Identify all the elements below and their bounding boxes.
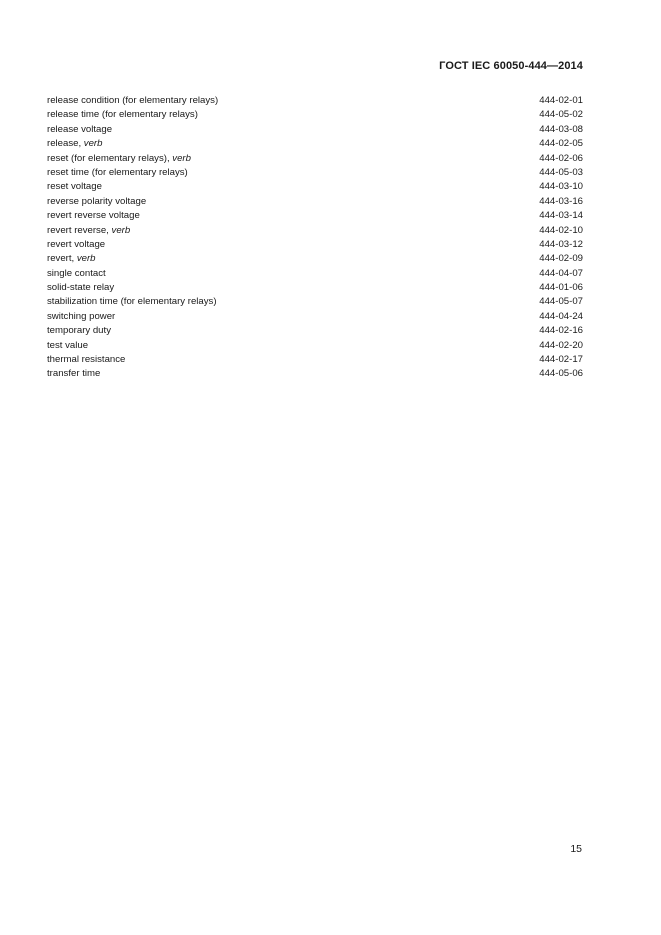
term-text: revert, xyxy=(47,253,77,265)
term-text: reset voltage xyxy=(47,181,102,193)
term-code: 444-04-24 xyxy=(539,310,583,322)
page-number: 15 xyxy=(570,843,582,855)
index-entry xyxy=(47,180,583,194)
term-text: reverse polarity voltage xyxy=(47,195,147,207)
index-term xyxy=(47,252,96,266)
term-text: release voltage xyxy=(47,123,113,135)
term-code: 444-04-07 xyxy=(539,267,583,279)
index-entry xyxy=(47,339,583,353)
index-term xyxy=(47,267,106,281)
term-qualifier: verb xyxy=(83,138,103,150)
term-code: 444-02-06 xyxy=(539,152,583,164)
term-code: 444-02-05 xyxy=(539,138,583,150)
term-code: 444-02-10 xyxy=(539,224,583,236)
term-code: 444-01-06 xyxy=(539,282,583,294)
index-entry xyxy=(47,353,583,367)
index-entry xyxy=(47,137,583,151)
index-term xyxy=(47,224,130,238)
index-entry xyxy=(47,209,583,223)
index-entry xyxy=(47,281,583,295)
index-term xyxy=(47,94,218,108)
index-term xyxy=(47,238,105,252)
index-term xyxy=(47,353,125,367)
term-code: 444-02-17 xyxy=(539,354,583,366)
term-text: revert reverse, xyxy=(47,224,112,236)
index-term xyxy=(47,339,88,353)
term-text: revert voltage xyxy=(47,238,106,250)
index-term xyxy=(47,152,191,166)
index-entry xyxy=(47,310,583,324)
term-text: thermal resistance xyxy=(47,354,126,366)
term-code: 444-02-16 xyxy=(539,325,583,337)
term-text: release, xyxy=(47,138,84,150)
index-entry xyxy=(47,123,583,137)
term-text: transfer time xyxy=(47,368,101,380)
index-term xyxy=(47,324,111,338)
index-entry xyxy=(47,108,583,122)
term-code: 444-03-14 xyxy=(539,210,583,222)
term-code: 444-05-02 xyxy=(539,109,583,121)
index-entry xyxy=(47,295,583,309)
term-text: release condition (for elementary relays) xyxy=(47,95,219,106)
term-code: 444-03-10 xyxy=(539,181,583,193)
index-term xyxy=(47,166,188,180)
index-term xyxy=(47,195,146,209)
index-entry xyxy=(47,195,583,209)
term-code: 444-05-03 xyxy=(539,166,583,178)
index-entry xyxy=(47,252,583,266)
term-text: revert reverse voltage xyxy=(47,210,140,222)
term-code: 444-02-01 xyxy=(539,95,583,106)
index-entry xyxy=(47,267,583,281)
index-entry xyxy=(47,324,583,338)
term-text: reset (for elementary relays), xyxy=(47,152,173,164)
term-code: 444-05-07 xyxy=(539,296,583,308)
index-term xyxy=(47,137,102,151)
index-term xyxy=(47,295,217,309)
term-text: test value xyxy=(47,339,89,351)
term-text: solid-state relay xyxy=(47,282,115,294)
term-qualifier: verb xyxy=(76,253,96,265)
index-entry xyxy=(47,367,583,381)
index-term xyxy=(47,108,198,122)
index-term xyxy=(47,281,114,295)
term-code: 444-02-09 xyxy=(539,253,583,265)
index-term xyxy=(47,367,100,381)
index-entry xyxy=(47,224,583,238)
term-text: temporary duty xyxy=(47,325,111,337)
term-text: switching power xyxy=(47,310,116,322)
index-entry xyxy=(47,166,583,180)
index-entry xyxy=(47,152,583,166)
term-qualifier: verb xyxy=(172,152,191,164)
term-code: 444-05-06 xyxy=(539,368,583,380)
index-entry xyxy=(47,94,583,108)
page-header-standard: ГОСТ IEC 60050-444—2014 xyxy=(439,60,583,72)
term-text: release time (for elementary relays) xyxy=(47,109,198,121)
index-term xyxy=(47,209,140,223)
term-text: single contact xyxy=(47,267,106,279)
term-code: 444-02-20 xyxy=(539,339,583,351)
index-term xyxy=(47,310,115,324)
index-entry xyxy=(47,238,583,252)
term-text: reset time (for elementary relays) xyxy=(47,166,188,178)
term-code: 444-03-12 xyxy=(539,238,583,250)
index-term xyxy=(47,123,112,137)
term-qualifier: verb xyxy=(111,224,131,236)
term-code: 444-03-08 xyxy=(539,123,583,135)
term-index-list xyxy=(47,94,583,382)
term-code: 444-03-16 xyxy=(539,195,583,207)
index-term xyxy=(47,180,102,194)
term-text: stabilization time (for elementary relays) xyxy=(47,296,217,308)
